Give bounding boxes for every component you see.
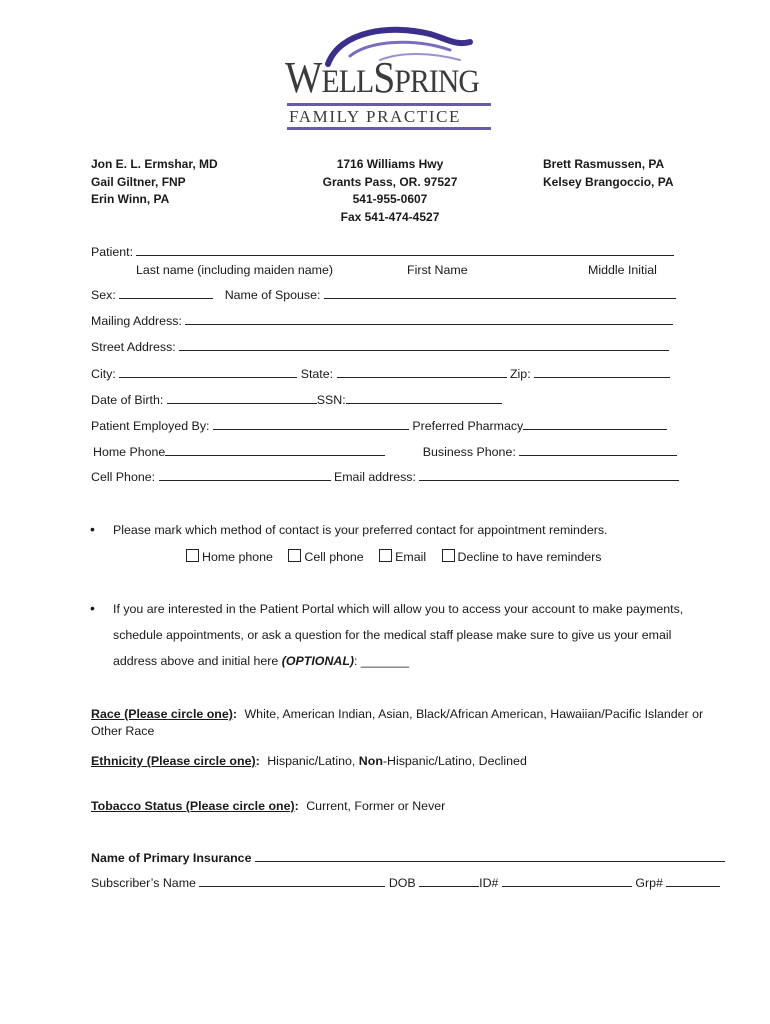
mailing-address-field[interactable] <box>185 313 673 325</box>
contact-question: Please mark which method of contact is your preferred contact for appointment reminders. <box>113 523 608 537</box>
contact-options <box>186 549 602 565</box>
portal-line-3: address above and initial here (OPTIONAL): _______ <box>113 654 410 668</box>
contact-option-email[interactable]: Email <box>379 550 426 564</box>
checkbox-icon[interactable] <box>379 549 392 562</box>
ssn-label: SSN: <box>316 393 346 407</box>
business-phone-label: Business Phone: <box>422 445 516 459</box>
patient-row <box>91 244 674 260</box>
id-field[interactable] <box>502 875 632 887</box>
ethnicity-label: Ethnicity (Please circle one) <box>91 754 256 768</box>
subscriber-name-field[interactable] <box>199 875 385 887</box>
email-label: Email address: <box>333 470 416 484</box>
provider-list-right <box>543 156 674 191</box>
city-label: City: <box>91 367 116 381</box>
ssn-field[interactable] <box>346 392 502 404</box>
cell-phone-field[interactable] <box>159 469 331 481</box>
portal-line-1: If you are interested in the Patient Portal which will allow you to access your account to make payments, <box>113 602 684 616</box>
grp-field[interactable] <box>666 875 720 887</box>
pharmacy-field[interactable] <box>523 418 667 430</box>
logo-divider <box>287 127 491 130</box>
zip-field[interactable] <box>534 366 670 378</box>
contact-option-decline[interactable]: Decline to have reminders <box>442 550 602 564</box>
logo-subtitle: FAMILY PRACTICE <box>289 107 462 126</box>
mailing-label: Mailing Address: <box>91 314 182 328</box>
primary-insurance-field[interactable] <box>255 850 725 862</box>
dob-label: Date of Birth: <box>91 393 164 407</box>
spouse-label: Name of Spouse: <box>224 288 321 302</box>
bullet-icon: • <box>90 600 95 616</box>
provider-name: Gail Giltner, FNP <box>91 174 186 189</box>
patient-sub-middle: Middle Initial <box>588 263 657 277</box>
logo-divider <box>287 103 491 106</box>
provider-name: Kelsey Brangoccio, PA <box>543 174 674 189</box>
provider-name: Brett Rasmussen, PA <box>543 157 665 171</box>
sex-spouse-row <box>91 287 676 303</box>
provider-name: Erin Winn, PA <box>91 192 170 206</box>
race-row: Race (Please circle one): White, American Indian, Asian, Black/African American, Hawaiian/Pacific Islander or <box>91 707 704 721</box>
sex-field[interactable] <box>119 287 213 299</box>
subscriber-label: Subscriber’s Name <box>91 876 196 890</box>
home-phone-field[interactable] <box>165 444 385 456</box>
primary-insurance-label: Name of Primary Insurance <box>91 851 252 865</box>
primary-insurance-row <box>91 850 725 866</box>
state-field[interactable] <box>337 366 507 378</box>
race-label: Race (Please circle one) <box>91 707 233 721</box>
spouse-field[interactable] <box>324 287 676 299</box>
dob-field[interactable] <box>167 392 317 404</box>
home-business-phone-row <box>93 444 677 460</box>
tobacco-label: Tobacco Status (Please circle one) <box>91 799 295 813</box>
provider-list-left <box>91 156 218 209</box>
pharmacy-label: Preferred Pharmacy <box>412 419 524 433</box>
ethnicity-options[interactable]: Hispanic/Latino, Non-Hispanic/Latino, Declined <box>267 754 527 768</box>
home-phone-label: Home Phone <box>93 445 166 459</box>
subscriber-row <box>91 875 720 891</box>
street-row <box>91 339 669 355</box>
portal-line-2: schedule appointments, or ask a question for the medical staff please make sure to give us your email <box>113 628 672 642</box>
bullet-icon: • <box>90 521 95 537</box>
ethnicity-row: Ethnicity (Please circle one): Hispanic/Latino, Non-Hispanic/Latino, Declined <box>91 754 527 768</box>
contact-option-cell[interactable]: Cell phone <box>288 550 363 564</box>
patient-name-field[interactable] <box>136 244 674 256</box>
address-line: 1716 Williams Hwy <box>336 157 444 171</box>
id-label: ID# <box>479 876 499 890</box>
tobacco-row: Tobacco Status (Please circle one): Current, Former or Never <box>91 799 446 813</box>
state-label: State: <box>300 367 334 381</box>
initial-field[interactable]: : _______ <box>354 654 410 668</box>
mailing-row <box>91 313 673 329</box>
city-state-zip-row <box>91 366 670 382</box>
subscriber-dob-label: DOB <box>388 876 416 890</box>
grp-label: Grp# <box>635 876 663 890</box>
checkbox-icon[interactable] <box>442 549 455 562</box>
zip-label: Zip: <box>509 367 531 381</box>
practice-address <box>300 156 480 226</box>
patient-sub-first: First Name <box>407 263 468 277</box>
sex-label: Sex: <box>91 288 116 302</box>
tobacco-options[interactable]: Current, Former or Never <box>306 799 446 813</box>
checkbox-icon[interactable] <box>186 549 199 562</box>
street-label: Street Address: <box>91 340 176 354</box>
wellspring-logo <box>275 26 500 134</box>
dob-ssn-row <box>91 392 502 408</box>
patient-label: Patient: <box>91 245 134 259</box>
employer-field[interactable] <box>213 418 409 430</box>
employer-pharmacy-row <box>91 418 667 434</box>
provider-name: Jon E. L. Ermshar, MD <box>91 157 218 171</box>
business-phone-field[interactable] <box>519 444 677 456</box>
email-field[interactable] <box>419 469 679 481</box>
patient-sub-last: Last name (including maiden name) <box>136 263 333 277</box>
subscriber-dob-field[interactable] <box>419 875 479 887</box>
fax-line: Fax 541-474-4527 <box>340 209 440 224</box>
street-address-field[interactable] <box>179 339 669 351</box>
cell-phone-label: Cell Phone: <box>91 470 156 484</box>
phone-line: 541-955-0607 <box>352 192 428 206</box>
optional-label: (OPTIONAL) <box>281 654 355 668</box>
address-line: Grants Pass, OR. 97527 <box>322 174 458 189</box>
city-field[interactable] <box>119 366 297 378</box>
checkbox-icon[interactable] <box>288 549 301 562</box>
logo-wordmark: WELLSPRING <box>285 53 479 102</box>
cell-email-row <box>91 469 679 485</box>
contact-option-home[interactable]: Home phone <box>186 550 273 564</box>
employer-label: Patient Employed By: <box>91 419 210 433</box>
race-options-cont[interactable]: Other Race <box>91 724 155 738</box>
race-options[interactable]: White, American Indian, Asian, Black/African American, Hawaiian/Pacific Islander or <box>244 707 704 721</box>
